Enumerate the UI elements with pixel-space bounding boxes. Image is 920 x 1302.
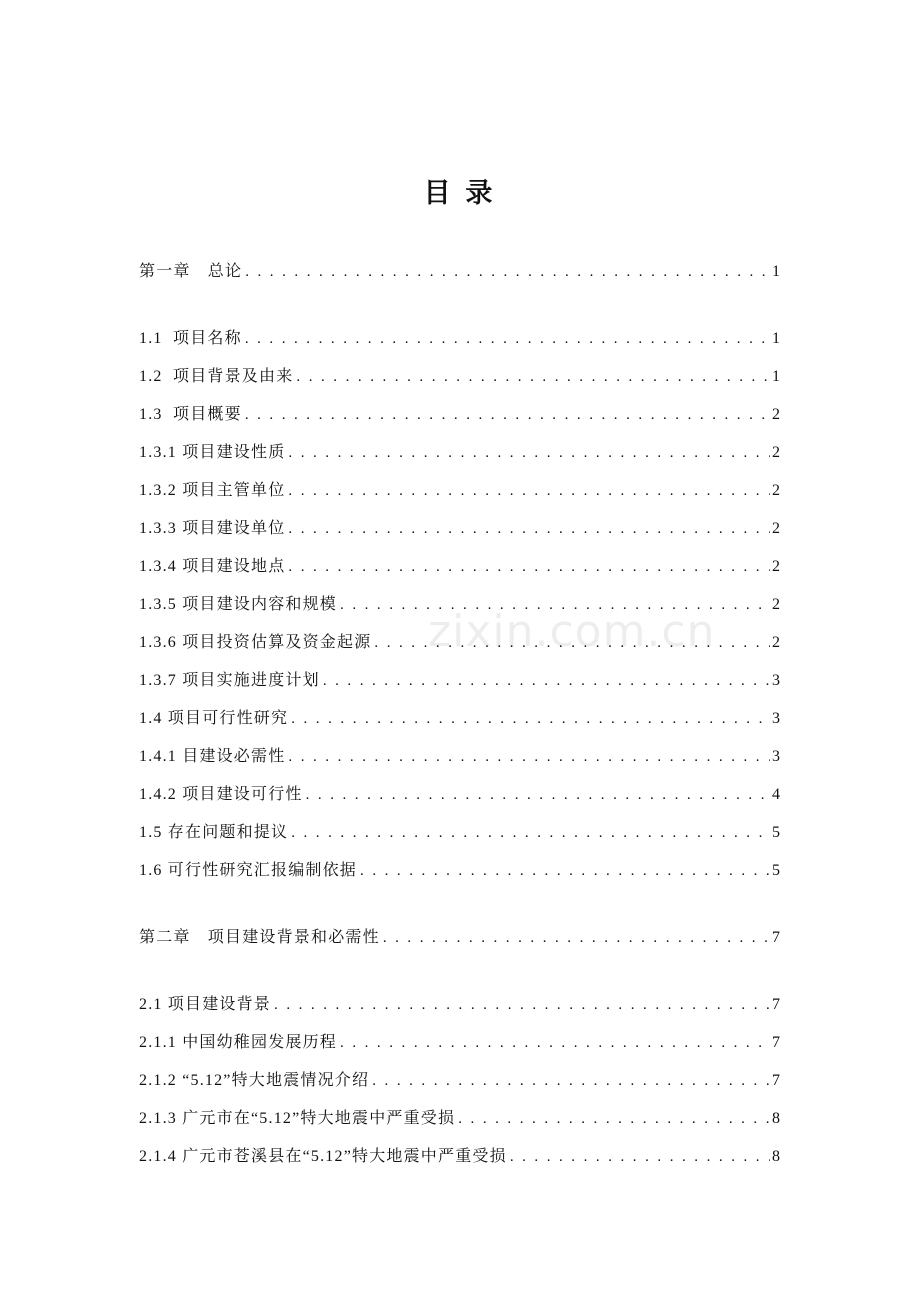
toc-page-number: 5 [772, 862, 780, 879]
toc-section-entry[interactable] [139, 1100, 780, 1138]
toc-page-number: 1 [772, 330, 780, 347]
toc-entry-label: 第二章 项目建设背景和必需性 [139, 929, 380, 946]
toc-dot-leader [291, 700, 770, 738]
toc-dot-leader [323, 662, 770, 700]
toc-section-entry[interactable] [139, 1138, 780, 1176]
toc-dot-leader [288, 548, 770, 586]
toc-section-entry[interactable] [139, 1062, 780, 1100]
toc-entry-label: 1.6 可行性研究汇报编制依据 [139, 862, 358, 879]
toc-dot-leader [296, 358, 770, 396]
toc-dot-leader [288, 472, 770, 510]
toc-entry-label: 2.1.3 广元市在“5.12”特大地震中严重受损 [139, 1110, 456, 1127]
toc-dot-leader [288, 434, 770, 472]
toc-entry-label: 1.3.6 项目投资估算及资金起源 [139, 634, 372, 651]
toc-entry-label: 1.5 存在问题和提议 [139, 824, 289, 841]
toc-page-number: 4 [772, 786, 780, 803]
toc-dot-leader [245, 253, 770, 291]
toc-section-entry[interactable] [139, 586, 780, 624]
toc-page-number: 3 [772, 672, 780, 689]
toc-dot-leader [306, 776, 770, 814]
toc-section-entry[interactable] [139, 662, 780, 700]
toc-page-number: 5 [772, 824, 780, 841]
toc-dot-leader [372, 1062, 770, 1100]
toc-page-number: 2 [772, 558, 780, 575]
toc-section-entry[interactable] [139, 510, 780, 548]
toc-page-number: 1 [772, 368, 780, 385]
toc-dot-leader [288, 738, 770, 776]
toc-entry-label: 1.3.7 项目实施进度计划 [139, 672, 320, 689]
toc-section-entry[interactable] [139, 624, 780, 662]
toc-entry-label: 1.1 项目名称 [139, 330, 242, 347]
toc-section-entry[interactable] [139, 320, 780, 358]
toc-page-number: 2 [772, 596, 780, 613]
toc-dot-leader [291, 814, 770, 852]
toc-entry-label: 1.3.3 项目建设单位 [139, 520, 286, 537]
toc-entry-label: 1.3 项目概要 [139, 406, 242, 423]
toc-page-number: 3 [772, 710, 780, 727]
toc-entry-label: 1.3.2 项目主管单位 [139, 482, 286, 499]
toc-title: 目 录 [423, 178, 497, 208]
toc-entry-label: 1.4 项目可行性研究 [139, 710, 289, 727]
toc-page-number: 7 [772, 1072, 780, 1089]
toc-entry-label: 1.3.4 项目建设地点 [139, 558, 286, 575]
toc-section-entry[interactable] [139, 358, 780, 396]
toc-entry-label: 1.3.1 项目建设性质 [139, 444, 286, 461]
toc-dot-leader [360, 852, 770, 890]
table-of-contents [139, 253, 780, 1176]
toc-page-number: 1 [772, 263, 780, 280]
toc-entry-label: 1.3.5 项目建设内容和规模 [139, 596, 338, 613]
toc-page-number: 7 [772, 1034, 780, 1051]
toc-dot-leader [383, 919, 770, 957]
toc-dot-leader [245, 320, 770, 358]
toc-section-entry[interactable] [139, 738, 780, 776]
toc-section-entry[interactable] [139, 986, 780, 1024]
toc-entry-label: 2.1.4 广元市苍溪县在“5.12”特大地震中严重受损 [139, 1148, 507, 1165]
toc-dot-leader [340, 1024, 770, 1062]
toc-page-number: 3 [772, 748, 780, 765]
toc-page-number: 2 [772, 520, 780, 537]
toc-page-number: 8 [772, 1148, 780, 1165]
toc-page-number: 8 [772, 1110, 780, 1127]
toc-page-number: 2 [772, 406, 780, 423]
toc-page-number: 7 [772, 929, 780, 946]
toc-page-number: 2 [772, 482, 780, 499]
toc-entry-label: 1.4.1 目建设必需性 [139, 748, 286, 765]
toc-entry-label: 1.4.2 项目建设可行性 [139, 786, 303, 803]
toc-dot-leader [288, 510, 770, 548]
toc-section-entry[interactable] [139, 472, 780, 510]
toc-entry-label: 第一章 总论 [139, 263, 243, 280]
toc-section-entry[interactable] [139, 852, 780, 890]
toc-section-entry[interactable] [139, 814, 780, 852]
toc-dot-leader [274, 986, 770, 1024]
toc-chapter-entry[interactable] [139, 919, 780, 957]
toc-section-entry[interactable] [139, 396, 780, 434]
toc-section-entry[interactable] [139, 776, 780, 814]
watermark: zixin.com.cn [428, 606, 716, 657]
toc-section-entry[interactable] [139, 434, 780, 472]
toc-section-entry[interactable] [139, 1024, 780, 1062]
toc-entry-label: 2.1.1 中国幼稚园发展历程 [139, 1034, 338, 1051]
toc-page-number: 2 [772, 444, 780, 461]
toc-section-entry[interactable] [139, 548, 780, 586]
toc-entry-label: 1.2 项目背景及由来 [139, 368, 294, 385]
toc-page-number: 2 [772, 634, 780, 651]
toc-dot-leader [245, 396, 770, 434]
toc-page-number: 7 [772, 996, 780, 1013]
toc-dot-leader [510, 1138, 770, 1176]
toc-entry-label: 2.1.2 “5.12”特大地震情况介绍 [139, 1072, 370, 1089]
toc-dot-leader [340, 586, 770, 624]
toc-chapter-entry[interactable] [139, 253, 780, 291]
toc-dot-leader [374, 624, 770, 662]
toc-dot-leader [458, 1100, 770, 1138]
toc-entry-label: 2.1 项目建设背景 [139, 996, 272, 1013]
toc-section-entry[interactable] [139, 700, 780, 738]
